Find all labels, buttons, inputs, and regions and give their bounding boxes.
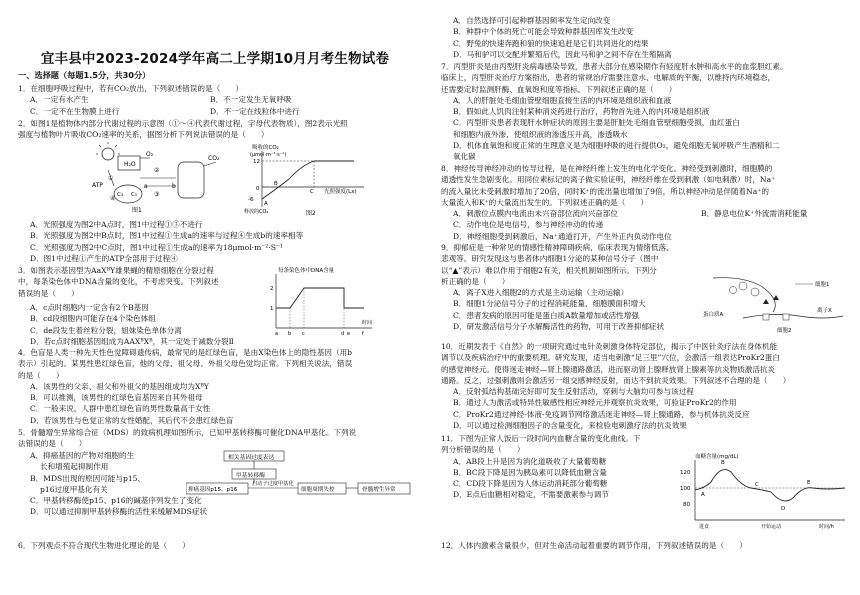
option-c: C．一般来说，人群中患红绿色盲的男性数量高于女性 <box>30 404 211 414</box>
question-stem: 5．骨髓增生异常综合征（MDS）的致病机理如图所示，已知甲基转移酶可催化DNA甲基化。下列说 <box>18 428 357 437</box>
receptor <box>783 314 789 320</box>
option-b: B．不一定发生无氧呼吸 <box>210 95 292 105</box>
question-stem: 8．神经传导神经冲动的传导过程，是在神经纤维上发生的电化学变化。神经受到刺激时，细胞膜的 <box>441 164 773 173</box>
question-stem-cont: 法错误的是（ ） <box>18 439 87 449</box>
question-5-options-left <box>18 450 178 495</box>
option-d: D．研发激活信号分子水解酶活性的药物，可用于改善抑郁症状 <box>453 322 665 332</box>
question-stem: 11．下图为正常人饭后一段时间内血糖含量的变化曲线。下 <box>441 434 641 443</box>
option-c: C．患者发病的原因可能是蛋白质A数量增加或活性增强 <box>453 310 639 320</box>
option-a: A．一定有水产生 <box>30 95 89 105</box>
question-stem-cont: 调节以及疾病治疗中的重要机理。研究发现，适当电刺激“足三里”穴位，会激活一组表达ProKr2蛋白 <box>441 353 780 363</box>
y-axis-lower-label: 释放的CO₂ <box>244 209 269 215</box>
question-stem: 7．丙型肝炎是由丙型肝炎病毒感染导致，患者大部分在感染期作有轻度肝水肿和高水平的血浆胆红素。 <box>441 62 788 71</box>
option-d: D．可以通过抑制甲基转移酶的活性来缓解MDS症状 <box>30 507 208 517</box>
point-b: B <box>274 181 278 187</box>
label-co2: CO₂ <box>208 155 220 162</box>
question-stem-cont: 还需要定时监测肝酶、血氧饱和度等指标。下列叙述正确的是（ ） <box>441 84 677 94</box>
option-row <box>18 106 428 117</box>
section-heading: 一、选择题（每题1.5分，共30分） <box>18 70 151 80</box>
option-a: A．c点时细胞内一定含有2个B基因 <box>30 303 149 312</box>
question-12 <box>441 540 855 551</box>
option-a: A．抑癌基因的产物对细胞的生 <box>30 451 135 460</box>
option-a: A．自然选择可引起种群基因频率发生定向改变 <box>453 16 611 25</box>
option-d: D．神经细胞受到刺激后，Na⁺通道打开，产生外正内负动作电位 <box>453 231 672 241</box>
mitochondrion <box>178 162 204 198</box>
tick-neg6: -6 <box>248 197 254 203</box>
graph-title: 每条染色体中DNA含量 <box>278 268 335 274</box>
point-b: b <box>288 331 292 337</box>
option-c: C．野兔的快速奔跑和狼的快速追赶是它们共同进化的结果 <box>453 38 649 48</box>
option-a-cont: 长和增殖起抑制作用 <box>40 462 109 472</box>
option-b: B．光照强度为图2中B点时，图1中过程①生成a的速率与过程④生成b的速率相等 <box>30 231 304 241</box>
question-stem: 6．下列观点不符合现代生物进化理论的是（ ） <box>18 541 190 550</box>
label-n3: ③ <box>154 191 160 198</box>
question-5-options-bottom <box>18 495 430 518</box>
fig1-caption: 图1 <box>132 207 142 214</box>
question-5 <box>18 427 430 450</box>
tick-12: 12 <box>253 159 260 165</box>
label-protein-a: 蛋白质A <box>703 312 724 318</box>
label-atp: ATP <box>92 182 103 189</box>
label-methyltransferase: 甲基转移酶 <box>236 473 265 479</box>
receptor <box>763 314 769 320</box>
label-promoter-methylation: 启动子过度甲基化 <box>252 481 294 487</box>
question-stem-cont: 的感觉神经元。使得迷走神经—肾上腺通路激活，进而驱动肾上腺释放肾上腺素等抗炎物质激活抗炎 <box>441 364 776 374</box>
question-4 <box>18 347 430 426</box>
question-stem-cont: 表示）引起的。某男性患红绿色盲，他的父母、祖父母、外祖父母色觉均正常。下列相关说法，错误 <box>18 359 353 369</box>
tick-2: 2 <box>270 286 274 292</box>
option-row <box>441 208 855 219</box>
option-b: B．BC段下降是因为胰岛素可以降低血糖含量 <box>453 467 607 477</box>
option-a: A．反射弧结构基础完好即可发生反射活动，穿刺与大脑均可参与该过程 <box>453 387 694 397</box>
x-axis-label: 光照强度(Lx) <box>324 189 357 195</box>
tick-80: 80 <box>683 502 690 508</box>
blood-glucose-graph <box>677 452 851 534</box>
option-b-cont: p16过度甲基化有关 <box>40 484 108 494</box>
dna-curve <box>276 288 364 308</box>
option-b: B．静息电位K⁺外流需消耗能量 <box>701 209 808 219</box>
label-gene-overexpression: 相关基因过度表达 <box>228 455 275 461</box>
question-stem-cont: 错误的是（ ） <box>18 288 79 298</box>
vesicle <box>751 288 759 296</box>
option-d: D．可以通过检测细胞因子的含量变化，来检验电刺激疗法的抗炎效果 <box>453 421 687 431</box>
label-h2o: H₂O <box>124 161 136 168</box>
option-d: D．E点后血糖相对稳定，不需要激素参与调节 <box>453 490 609 500</box>
cell1-membrane <box>713 278 775 312</box>
sun-icon <box>102 148 114 160</box>
option-b: B．MDS出现的原因可能与p15、 <box>30 473 146 483</box>
vesicle <box>730 287 737 294</box>
question-6-options <box>441 15 860 60</box>
option-c: C．一定不在生物膜上进行 <box>30 106 120 116</box>
question-stem: 1．在细胞呼吸过程中，若有CO₂放出，下列叙述错误的是（ ） <box>18 84 243 93</box>
vesicle <box>739 282 747 290</box>
label-n2: ② <box>154 167 160 174</box>
question-7 <box>441 61 855 163</box>
option-a: A．离子X进入细胞2的方式是主动运输（主动运输） <box>453 288 629 298</box>
question-stem: 9．抑郁症是一种常见的情感性精神障碍疾病，临床表现为情绪低落、 <box>441 243 674 252</box>
option-a: A．该男性的父亲、祖父和外祖父的基因组成均为XᴮY <box>30 381 209 391</box>
label-c3: C₃ <box>117 192 124 198</box>
cell2-membrane <box>743 314 843 318</box>
label-tumor-suppressor: 抑癌基因p15、p16 <box>188 487 238 493</box>
option-d: D．若c点时细胞基因组成为AAXᴮXᴮ，其一定处于减数分裂Ⅱ <box>30 336 234 346</box>
question-6 <box>18 540 430 551</box>
question-stem-cont: 列分析错误的是（ ） <box>441 445 525 455</box>
question-stem-cont: 的流入量比未受刺激时增加了20倍，同时K⁺的流出量也增加了9倍，所以神经冲动是伴随着Na⁺的 <box>441 186 769 196</box>
tick-120: 120 <box>680 470 691 476</box>
option-d: D．不一定在线粒体中进行 <box>210 106 300 116</box>
point-a: a <box>275 331 279 337</box>
question-stem: 4．色盲是人类一种先天性色觉障碍遗传病，最常见的是红绿色盲，是由X染色体上的隐性基因（用b <box>18 348 353 357</box>
option-c: C．de段发生着丝粒分裂，姐妹染色单体分离 <box>30 325 182 335</box>
option-c: C．甲基转移酶使p15、p16的碱基序列发生了变化 <box>30 496 202 505</box>
option-a: A．刺激位点膜内电流由未兴奋部位流向兴奋部位 <box>453 209 618 219</box>
question-stem-cont: 临床上，丙型肝炎治疗方案指出，患者的常规治疗需要注意水、电解质的平衡，以维持内环境稳态， <box>441 73 776 83</box>
point-e: e <box>347 331 351 337</box>
x-axis-label: 时间/h <box>819 524 834 530</box>
question-stem-cont: 通透性发生急剧变化。用同位素标记的离子做实验证明，神经纤维在受到刺激（如电刺激）时，Na⁺ <box>441 175 776 185</box>
label-ion-x: 离子X <box>817 308 832 314</box>
point-d: d <box>341 331 345 337</box>
question-2-options <box>18 219 442 264</box>
question-stem-cont: 的是（ ） <box>18 370 64 380</box>
option-b: B．假如此人饥肉注射某种消炎药进行治疗，药物首先进入的内环境是组织液 <box>453 107 710 117</box>
question-3 <box>18 265 268 299</box>
question-11 <box>441 433 681 501</box>
label-c5: C₅ <box>131 192 138 198</box>
light-co2-graph <box>244 143 374 217</box>
label-start-exercise: 开始运动 <box>761 524 782 530</box>
option-d: D．机体血氧饱和度正常的生理意义是为细胞呼吸的进行提供O₂，避免细胞无氧呼吸产生酒精和二 <box>453 141 780 151</box>
option-c-cont: 和细胞内液外渗，使组织液的渗透压升高，渗透吸水 <box>453 129 628 139</box>
synapse-diagram <box>703 276 853 334</box>
point-c: C <box>310 189 314 195</box>
question-8 <box>441 163 855 242</box>
tick-1: 1 <box>270 306 274 312</box>
exam-title: 宜丰县中2023-2024学年高二上学期10月月考生物试卷 <box>40 51 390 67</box>
option-row <box>18 94 428 105</box>
mds-mechanism-diagram <box>186 450 418 496</box>
option-c: C．光照强度为图2中C点时，图1中过程①生成a的速率为18μmol·m⁻²·S⁻¹ <box>30 242 284 252</box>
point-c: C <box>755 482 759 488</box>
question-stem-cont: 通路。反之，过强刺激则会激活另一组交感神经反射，而达不到抗炎效果。下列叙述不合理的是（ ） <box>441 375 791 385</box>
question-10 <box>441 341 855 431</box>
question-stem: 10．近期发表于《自然》的一项研究通过电针灸刺激身体特定部位，揭示了中医针灸疗法在身体机能 <box>441 342 778 351</box>
question-stem: 3．如图表示基因型为AaXᴮY雄果蝇的精原细胞在分裂过程 <box>18 266 214 275</box>
tick-0: 0 <box>256 186 260 192</box>
option-d: D．马和驴可以交配并繁殖后代，因此马和驴之间不存在生殖隔离 <box>453 49 672 59</box>
dna-content-graph <box>268 266 378 338</box>
label-mds: 骨髓增生异常 <box>362 487 396 493</box>
question-stem-cont: 以“▲”表示）难以作用于细胞2有关，相关机制如图所示。下列分 <box>441 265 657 275</box>
option-b: B．cd段细胞内可能存在4个染色体组 <box>30 314 156 324</box>
point-c: c <box>302 331 305 337</box>
label-a: a <box>144 183 148 190</box>
option-b: B．可以推测，该男性的红绿色盲基因来自其外祖母 <box>30 393 203 403</box>
label-cell2: 细胞2 <box>777 328 792 334</box>
question-stem: 2．如图1是植物体内部分代谢过程的示意图（①～④代表代谢过程，字母代表物质），图2表示光照 <box>18 119 348 128</box>
question-stem-cont: 悲观等。研究发现这与患者体内细胞1分泌的某种信号分子（图中 <box>441 254 659 264</box>
label-cell1: 细胞1 <box>815 282 830 288</box>
point-a: A <box>701 492 705 498</box>
x-axis-label: 时间 <box>362 320 373 326</box>
question-9 <box>441 242 703 332</box>
option-a: A．人的肝脏处毛细血管壁细胞直接生活的内环境是组织液和血液 <box>453 95 672 105</box>
question-2 <box>18 118 430 141</box>
y-axis-label: 吸收的CO₂ <box>252 145 279 151</box>
signal-molecule-icon <box>773 295 779 300</box>
y-axis-label: 血糖含量(mg/dL) <box>695 454 739 460</box>
y-axis-unit: (μmol·m⁻²·s⁻¹) <box>250 152 287 158</box>
option-b: B．细胞1分泌信号分子的过程消耗能量、细胞膜面积增大 <box>453 299 646 309</box>
glucose-curve <box>695 470 845 501</box>
point-d: D <box>781 506 786 512</box>
option-d-cont: 氧化碳 <box>453 152 476 162</box>
option-b: B．种群中个体的死亡可能会导致种群基因库发生改变 <box>453 27 634 37</box>
option-d: D．图1中过程①产生的ATP全部用于过程④ <box>30 253 178 263</box>
signal-molecule-icon <box>763 299 769 304</box>
metabolism-diagram <box>88 142 238 214</box>
question-stem-cont: 强度与植物叶片吸收CO₂速率的关系，据图分析下列说法错误的是（ ） <box>18 130 269 140</box>
point-b: B <box>721 460 725 466</box>
question-stem-cont: 中，每条染色体中DNA含量的变化，不考虑突变。下列叙述 <box>18 277 219 287</box>
option-c: C．CD段下降是因为人体运动消耗部分葡萄糖 <box>453 479 608 489</box>
label-b: b <box>172 183 176 190</box>
point-a: A <box>264 201 268 207</box>
label-o2: O₂ <box>146 151 154 158</box>
question-stem-cont: 析正确的是（ ） <box>441 276 510 286</box>
question-1 <box>18 83 428 117</box>
option-c: C．丙型肝炎患者表现肝水肿症状的原因主要是肝脏处毛细血管壁细胞受损，血红蛋白 <box>453 118 740 128</box>
label-n1: ① <box>108 175 114 182</box>
option-c: C．ProKr2通过神经-体液-免疫调节网络激活迷走神经—肾上腺通路，参与机体抗炎反应 <box>453 409 750 419</box>
option-c: C．动作电位是电信号，参与神经冲动的传递 <box>453 220 604 230</box>
option-b: B．通过人为激活或特异性敏感性相应神经元并观察抗炎效果，可验证ProKr2的作用 <box>453 398 737 408</box>
point-f: f <box>362 331 364 337</box>
point-e: E <box>807 480 811 486</box>
fig2-caption: 图2 <box>306 210 316 217</box>
label-food: 进食 <box>699 524 710 530</box>
option-a: A．光照强度为图2中A点时，图1中过程①③不进行 <box>30 220 203 229</box>
label-cell-cycle: 细胞周期失控 <box>301 487 335 493</box>
tick-100: 100 <box>680 486 691 492</box>
question-stem: 12．人体内激素含量很少，但对生命活动起着重要的调节作用，下列叙述错误的是（ ） <box>441 541 747 550</box>
option-a: A．AB段上升是因为消化道吸收了大量葡萄糖 <box>453 456 607 466</box>
label-n4: ④ <box>110 195 116 202</box>
option-d: D．若该男性与色觉正常的女性婚配，其后代不会患红绿色盲 <box>30 415 234 425</box>
question-stem-cont: 大量流入和K⁺的大量流出发生的。下列叙述正确的是（ ） <box>441 197 649 207</box>
